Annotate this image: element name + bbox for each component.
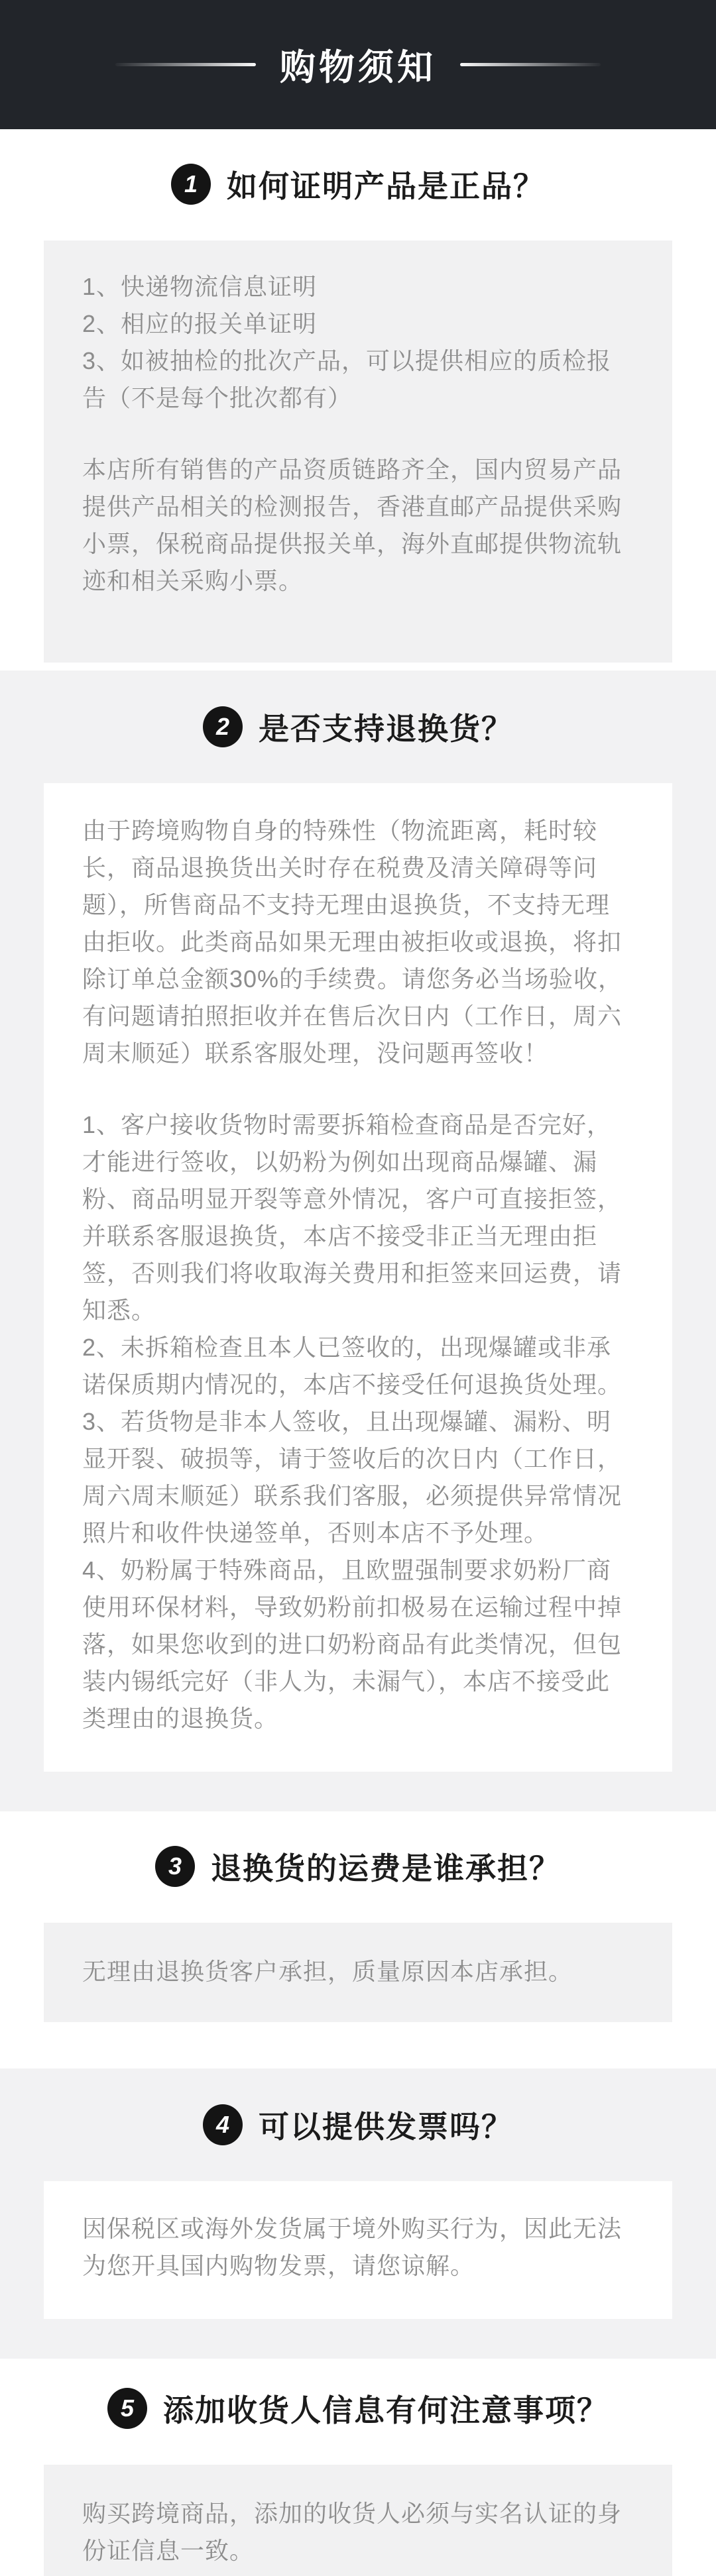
- number-4-badge-icon: 4: [203, 2104, 243, 2145]
- invoice-paragraph: 因保税区或海外发货属于境外购买行为，因此无法为您开具国内购物发票，请您谅解。: [82, 2215, 623, 2279]
- number-3-badge-icon: 3: [155, 1846, 195, 1887]
- section-authenticity: [0, 162, 716, 663]
- header-banner: [0, 0, 716, 129]
- section-3-heading: 退换货的运费是谁承担？: [211, 1851, 561, 1886]
- header-right-decor-line: [460, 63, 601, 66]
- section-invoice: [0, 2068, 716, 2359]
- section-shipping-fee: [0, 1845, 716, 2022]
- number-1-badge-icon: 1: [171, 164, 211, 205]
- returns-rule-item: 4、奶粉属于特殊商品，且欧盟强制要求奶粉厂商使用环保材料，导致奶粉前扣极易在运输过程中掉落，如果您收到的进口奶粉商品有此类情况，但包装内锡纸完好（非人为，未漏气），本店不接受此类理由的退换货。: [82, 1556, 623, 1732]
- number-5-badge-icon: 5: [107, 2388, 147, 2429]
- section-1-title-row: [0, 162, 716, 206]
- page-title: 购物须知: [280, 48, 436, 87]
- section-4-title-row: [0, 2103, 716, 2147]
- number-2-badge-icon: 2: [203, 706, 243, 747]
- section-3-title-row: [0, 1845, 716, 1888]
- returns-rule-item: 2、未拆箱检查且本人已签收的，出现爆罐或非承诺保质期内情况的，本店不接受任何退换货处理。: [82, 1334, 623, 1398]
- section-1-heading: 如何证明产品是正品？: [227, 169, 545, 203]
- proof-list-item: 2、相应的报关单证明: [82, 310, 318, 337]
- section-4-content-box: [44, 2181, 672, 2319]
- shipping-fee-paragraph: 无理由退换货客户承担，质量原因本店承担。: [82, 1958, 573, 1985]
- returns-rule-item: 3、若货物是非本人签收，且出现爆罐、漏粉、明显开裂、破损等，请于签收后的次日内（工作日，周六周末顺延）联系我们客服，必须提供异常情况照片和收件快递签单，否则本店不予处理。: [82, 1408, 623, 1546]
- header-left-decor-line: [115, 63, 256, 66]
- returns-rule-item: 1、客户接收货物时需要拆箱检查商品是否完好，才能进行签收，以奶粉为例如出现商品爆罐、漏粉、商品明显开裂等意外情况，客户可直接拒签，并联系客服退换货，本店不接受非正当无理由拒签，否则我们将收取海关费用和拒签来回运费，请知悉。: [82, 1111, 623, 1324]
- section-3-content-box: [44, 1923, 672, 2022]
- section-4-heading: 可以提供发票吗？: [259, 2110, 513, 2144]
- authenticity-paragraph: 本店所有销售的产品资质链路齐全，国内贸易产品提供产品相关的检测报告，香港直邮产品提供采购小票，保税商品提供报关单，海外直邮提供物流轨迹和相关采购小票。: [82, 456, 623, 594]
- proof-list-item: 1、快递物流信息证明: [82, 273, 318, 300]
- section-1-content-box: [44, 241, 672, 663]
- consignee-paragraph: 购买跨境商品，添加的收货人必须与实名认证的身份证信息一致。: [82, 2500, 623, 2564]
- proof-list-item: 3、如被抽检的批次产品，可以提供相应的质检报告（不是每个批次都有）: [82, 347, 612, 411]
- section-2-heading: 是否支持退换货？: [259, 712, 513, 746]
- section-5-title-row: [0, 2387, 716, 2430]
- section-5-heading: 添加收货人信息有何注意事项？: [163, 2393, 609, 2428]
- section-consignee: [0, 2387, 716, 2576]
- section-5-content-box: [44, 2465, 672, 2576]
- returns-intro-paragraph: 由于跨境购物自身的特殊性（物流距离，耗时较长，商品退换货出关时存在税费及清关障碍等问题），所售商品不支持无理由退换货，不支持无理由拒收。此类商品如果无理由被拒收或退换，将扣除订单总金额30%的手续费。请您务必当场验收，有问题请拍照拒收并在售后次日内（工作日，周六周末顺延）联系客服处理，没问题再签收！: [82, 817, 623, 1067]
- section-returns: [0, 671, 716, 1811]
- section-2-title-row: [0, 705, 716, 749]
- section-2-content-box: [44, 783, 672, 1772]
